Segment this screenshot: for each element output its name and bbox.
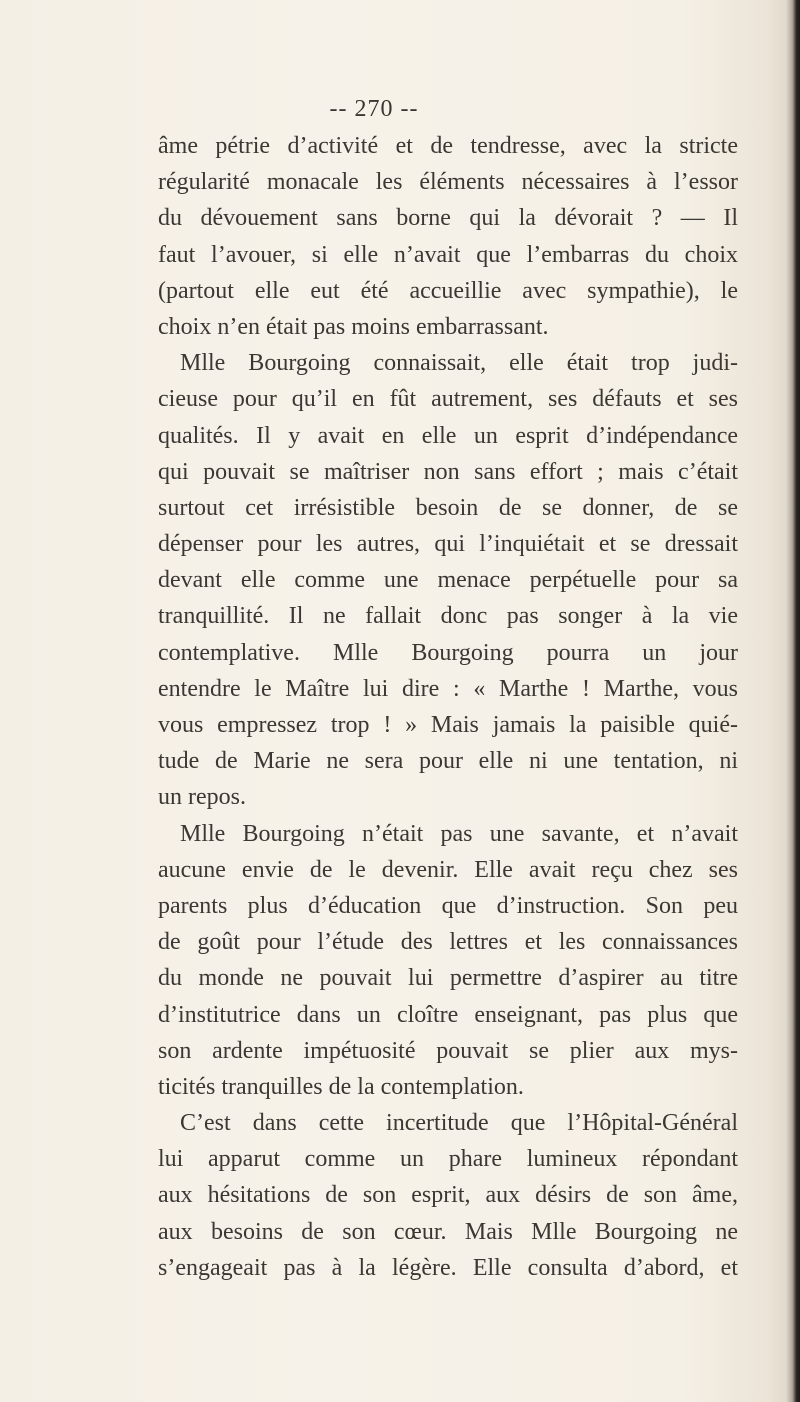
text-line: tranquillité. Il ne fallait donc pas songer à la vie bbox=[158, 603, 738, 630]
body-text bbox=[158, 128, 738, 1286]
text-line: tude de Marie ne sera pour elle ni une tentation, ni bbox=[158, 748, 738, 775]
text-line: aucune envie de le devenir. Elle avait reçu chez ses bbox=[158, 856, 738, 883]
text-line: parents plus d’éducation que d’instruction. Son peu bbox=[158, 892, 738, 919]
text-line: lui apparut comme un phare lumineux répondant bbox=[158, 1146, 738, 1173]
text-line: contemplative. Mlle Bourgoing pourra un jour bbox=[158, 639, 738, 666]
text-line: ticités tranquilles de la contemplation. bbox=[158, 1073, 524, 1100]
text-line: âme pétrie d’activité et de tendresse, avec la stricte bbox=[158, 133, 738, 159]
text-line: choix n’en était pas moins embarrassant. bbox=[158, 313, 549, 340]
text-line: C’est dans cette incertitude que l’Hôpital-Général bbox=[180, 1110, 738, 1137]
text-line: entendre le Maître lui dire : « Marthe ! Marthe, vous bbox=[158, 675, 738, 702]
text-line: qui pouvait se maîtriser non sans effort ; mais c’était bbox=[158, 458, 738, 485]
text-line: Mlle Bourgoing n’était pas une savante, et n’avait bbox=[180, 820, 738, 847]
text-line: dépenser pour les autres, qui l’inquiétait et se dressait bbox=[158, 531, 738, 558]
text-line: du dévouement sans borne qui la dévorait ? — Il bbox=[158, 205, 738, 232]
text-line: aux hésitations de son esprit, aux désirs de son âme, bbox=[158, 1182, 738, 1209]
text-line: s’engageait pas à la légère. Elle consulta d’abord, et bbox=[158, 1254, 738, 1281]
text-line: faut l’avouer, si elle n’avait que l’embarras du choix bbox=[158, 241, 738, 268]
text-line: régularité monacale les éléments nécessaires à l’essor bbox=[158, 169, 738, 196]
text-line: un repos. bbox=[158, 784, 246, 811]
text-line: d’institutrice dans un cloître enseignant, pas plus que bbox=[158, 1001, 738, 1028]
text-line: de goût pour l’étude des lettres et les connaissances bbox=[158, 929, 738, 956]
text-line: son ardente impétuosité pouvait se plier aux mys- bbox=[158, 1037, 738, 1064]
text-line: Mlle Bourgoing connaissait, elle était trop judi- bbox=[180, 350, 738, 377]
text-line: qualités. Il y avait en elle un esprit d’indépendance bbox=[158, 422, 738, 449]
text-line: devant elle comme une menace perpétuelle pour sa bbox=[158, 567, 738, 594]
text-line: vous empressez trop ! » Mais jamais la paisible quié- bbox=[158, 712, 738, 738]
text-line: aux besoins de son cœur. Mais Mlle Bourgoing ne bbox=[158, 1218, 738, 1245]
text-line: du monde ne pouvait lui permettre d’aspirer au titre bbox=[158, 965, 738, 992]
page-edge-shadow bbox=[786, 0, 800, 1402]
text-line: (partout elle eut été accueillie avec sympathie), le bbox=[158, 277, 738, 304]
page-number: -- 270 -- bbox=[329, 96, 419, 122]
text-line: surtout cet irrésistible besoin de se donner, de se bbox=[158, 494, 738, 521]
text-line: cieuse pour qu’il en fût autrement, ses défauts et ses bbox=[158, 386, 738, 413]
